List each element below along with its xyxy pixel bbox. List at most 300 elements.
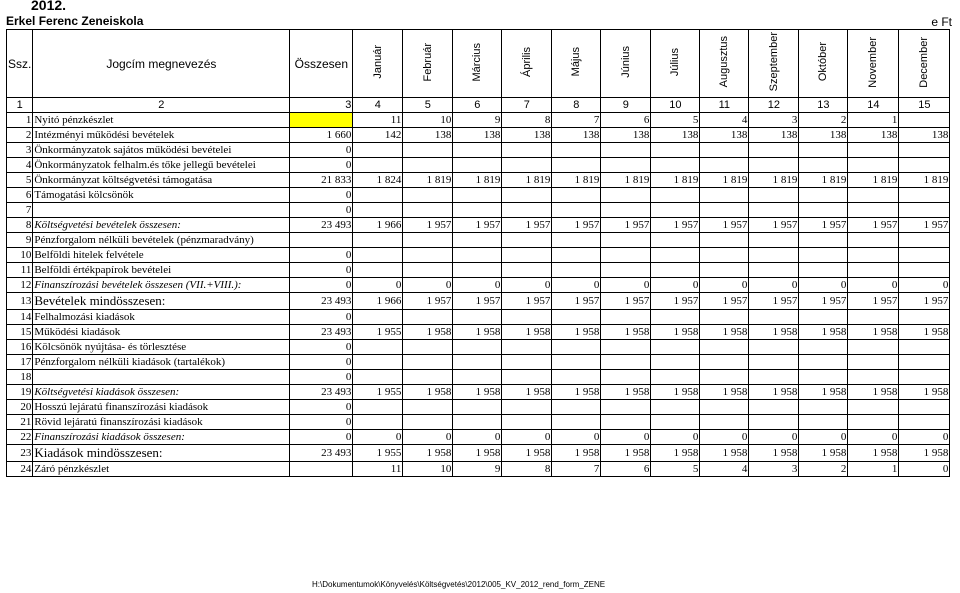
- row-total: 0: [290, 400, 353, 415]
- month-value: 8: [502, 462, 552, 477]
- row-number: 2: [7, 128, 33, 143]
- table-row: [7, 203, 950, 218]
- month-value: 1 958: [502, 325, 552, 340]
- month-value: 1 958: [502, 385, 552, 400]
- month-value: [403, 233, 453, 248]
- month-value: 1 958: [749, 445, 799, 462]
- row-number: 18: [7, 370, 33, 385]
- header-month: Április: [502, 30, 552, 98]
- month-value: 0: [403, 278, 453, 293]
- month-value: [403, 415, 453, 430]
- month-value: 1 955: [353, 385, 403, 400]
- month-value: 1 958: [651, 445, 700, 462]
- month-value: [403, 400, 453, 415]
- table-row: [7, 188, 950, 203]
- month-value: 138: [848, 128, 899, 143]
- table-row: [7, 445, 950, 462]
- month-value: [899, 188, 950, 203]
- row-number: 10: [7, 248, 33, 263]
- month-value: 1 957: [601, 293, 651, 310]
- col-number: 8: [552, 98, 601, 113]
- month-value: [749, 400, 799, 415]
- row-label: Költségvetési bevételek összesen:: [33, 218, 290, 233]
- row-total: 0: [290, 430, 353, 445]
- month-value: [403, 370, 453, 385]
- month-value: [353, 143, 403, 158]
- table-row: [7, 233, 950, 248]
- month-value: [502, 143, 552, 158]
- month-value: [749, 248, 799, 263]
- row-label: Kiadások mindösszesen:: [33, 445, 290, 462]
- month-value: [502, 340, 552, 355]
- month-value: 2: [799, 113, 848, 128]
- row-total: 23 493: [290, 445, 353, 462]
- table-row: [7, 462, 950, 477]
- month-value: [353, 310, 403, 325]
- month-value: 0: [848, 278, 899, 293]
- budget-table: [6, 29, 950, 477]
- column-number-row: [7, 98, 950, 113]
- row-number: 7: [7, 203, 33, 218]
- month-value: [651, 233, 700, 248]
- month-value: 1 958: [749, 325, 799, 340]
- month-value: 7: [552, 462, 601, 477]
- month-value: 138: [899, 128, 950, 143]
- table-row: [7, 113, 950, 128]
- file-path-footer: H:\Dokumentumok\Könyvelés\Költségvetés\2012\005_KV_2012_rend_form_ZENE: [312, 580, 606, 589]
- month-value: [552, 143, 601, 158]
- month-value: 1 957: [453, 218, 502, 233]
- col-number: 10: [651, 98, 700, 113]
- col-number: 12: [749, 98, 799, 113]
- row-number: 19: [7, 385, 33, 400]
- row-total: 21 833: [290, 173, 353, 188]
- month-value: 9: [453, 113, 502, 128]
- header-month: Július: [651, 30, 700, 98]
- month-value: 138: [552, 128, 601, 143]
- month-value: [453, 400, 502, 415]
- month-value: [899, 248, 950, 263]
- header-month: November: [848, 30, 899, 98]
- month-value: 1 957: [848, 218, 899, 233]
- month-value: [552, 370, 601, 385]
- month-value: 4: [700, 462, 749, 477]
- month-value: 0: [799, 430, 848, 445]
- month-value: 1 819: [700, 173, 749, 188]
- month-value: 1: [848, 113, 899, 128]
- month-value: 1 958: [799, 445, 848, 462]
- row-total: 0: [290, 415, 353, 430]
- month-value: 0: [601, 430, 651, 445]
- col-number: 11: [700, 98, 749, 113]
- month-value: [403, 340, 453, 355]
- month-value: 1 957: [601, 218, 651, 233]
- month-value: 0: [403, 430, 453, 445]
- month-value: 0: [899, 462, 950, 477]
- row-total: 23 493: [290, 218, 353, 233]
- month-value: [749, 143, 799, 158]
- row-label: Belföldi hitelek felvétele: [33, 248, 290, 263]
- month-value: 1 958: [502, 445, 552, 462]
- month-value: 1 958: [552, 445, 601, 462]
- month-value: 1 958: [453, 325, 502, 340]
- month-value: [353, 188, 403, 203]
- month-value: 0: [651, 278, 700, 293]
- month-value: 10: [403, 113, 453, 128]
- month-value: 1 955: [353, 445, 403, 462]
- month-value: [453, 233, 502, 248]
- month-value: [601, 340, 651, 355]
- month-value: 1 958: [899, 445, 950, 462]
- month-value: [899, 233, 950, 248]
- header-month: Június: [601, 30, 651, 98]
- month-value: [453, 310, 502, 325]
- row-label: [33, 370, 290, 385]
- month-value: [651, 415, 700, 430]
- month-value: 1 958: [848, 385, 899, 400]
- month-value: [848, 188, 899, 203]
- month-value: 1 958: [403, 385, 453, 400]
- month-value: [700, 158, 749, 173]
- month-value: [899, 143, 950, 158]
- month-value: 1 819: [453, 173, 502, 188]
- month-value: [552, 188, 601, 203]
- row-number: 6: [7, 188, 33, 203]
- month-value: [502, 248, 552, 263]
- month-value: [552, 158, 601, 173]
- month-value: [502, 370, 552, 385]
- row-total: 0: [290, 310, 353, 325]
- month-value: [700, 203, 749, 218]
- month-value: 1 957: [651, 293, 700, 310]
- month-value: [848, 263, 899, 278]
- row-label: Intézményi működési bevételek: [33, 128, 290, 143]
- month-value: 1 958: [453, 445, 502, 462]
- month-value: [848, 248, 899, 263]
- table-row: [7, 143, 950, 158]
- month-value: 1 819: [552, 173, 601, 188]
- month-value: [749, 310, 799, 325]
- month-value: 0: [700, 430, 749, 445]
- col-number: 1: [7, 98, 33, 113]
- month-value: [799, 233, 848, 248]
- header-name: Jogcím megnevezés: [33, 30, 290, 98]
- month-value: 1 957: [848, 293, 899, 310]
- month-value: [403, 248, 453, 263]
- month-value: [700, 400, 749, 415]
- year-title: 2012.: [31, 0, 67, 13]
- month-value: [353, 158, 403, 173]
- month-value: [552, 263, 601, 278]
- month-value: [552, 233, 601, 248]
- month-value: [700, 188, 749, 203]
- month-value: [899, 415, 950, 430]
- month-value: [453, 340, 502, 355]
- row-number: 20: [7, 400, 33, 415]
- month-value: 3: [749, 113, 799, 128]
- month-value: [651, 248, 700, 263]
- month-value: 11: [353, 462, 403, 477]
- table-row: [7, 385, 950, 400]
- table-row: [7, 248, 950, 263]
- month-value: [403, 188, 453, 203]
- row-total: [290, 233, 353, 248]
- month-value: [502, 158, 552, 173]
- row-label: Önkormányzatok sajátos működési bevételei: [33, 143, 290, 158]
- month-value: [799, 310, 848, 325]
- month-value: [453, 188, 502, 203]
- month-value: [403, 203, 453, 218]
- row-number: 5: [7, 173, 33, 188]
- row-label: Bevételek mindösszesen:: [33, 293, 290, 310]
- header-month: Augusztus: [700, 30, 749, 98]
- col-number: 3: [290, 98, 353, 113]
- month-value: [749, 415, 799, 430]
- row-total: 1 660: [290, 128, 353, 143]
- month-value: [453, 143, 502, 158]
- month-value: 1: [848, 462, 899, 477]
- month-value: 1 958: [552, 385, 601, 400]
- month-value: [700, 370, 749, 385]
- month-value: 8: [502, 113, 552, 128]
- month-value: [601, 248, 651, 263]
- month-value: [651, 203, 700, 218]
- month-value: 0: [749, 278, 799, 293]
- month-value: [601, 158, 651, 173]
- month-value: 1 957: [502, 293, 552, 310]
- row-total: [290, 113, 353, 128]
- month-value: 1 958: [651, 325, 700, 340]
- month-value: [502, 400, 552, 415]
- col-number: 13: [799, 98, 848, 113]
- month-value: [601, 263, 651, 278]
- month-value: 1 819: [502, 173, 552, 188]
- month-value: 0: [552, 278, 601, 293]
- month-value: 5: [651, 113, 700, 128]
- row-label: Működési kiadások: [33, 325, 290, 340]
- month-value: [899, 400, 950, 415]
- month-value: 1 958: [651, 385, 700, 400]
- month-value: [601, 400, 651, 415]
- month-value: 1 955: [353, 325, 403, 340]
- month-value: [899, 263, 950, 278]
- month-value: [700, 233, 749, 248]
- month-value: [749, 340, 799, 355]
- month-value: [601, 188, 651, 203]
- month-value: [601, 233, 651, 248]
- month-value: [749, 233, 799, 248]
- month-value: [651, 355, 700, 370]
- col-number: 14: [848, 98, 899, 113]
- row-label: Hosszú lejáratú finanszírozási kiadások: [33, 400, 290, 415]
- month-value: [848, 415, 899, 430]
- table-row: [7, 340, 950, 355]
- month-value: 1 957: [502, 218, 552, 233]
- month-value: 1 958: [799, 385, 848, 400]
- month-value: [848, 310, 899, 325]
- row-number: 21: [7, 415, 33, 430]
- month-value: [403, 310, 453, 325]
- month-value: [601, 370, 651, 385]
- col-number: 7: [502, 98, 552, 113]
- table-row: [7, 293, 950, 310]
- month-value: 138: [749, 128, 799, 143]
- row-total: 0: [290, 278, 353, 293]
- table-row: [7, 400, 950, 415]
- currency-unit: e Ft: [931, 15, 952, 29]
- month-value: [799, 158, 848, 173]
- month-value: 1 824: [353, 173, 403, 188]
- table-row: [7, 415, 950, 430]
- row-total: [290, 462, 353, 477]
- month-value: [899, 310, 950, 325]
- month-value: [749, 355, 799, 370]
- month-value: [799, 248, 848, 263]
- month-value: [552, 203, 601, 218]
- row-number: 23: [7, 445, 33, 462]
- month-value: [552, 415, 601, 430]
- month-value: 1 966: [353, 293, 403, 310]
- row-label: [33, 203, 290, 218]
- month-value: [403, 143, 453, 158]
- month-value: 138: [453, 128, 502, 143]
- month-value: [700, 263, 749, 278]
- month-value: [651, 340, 700, 355]
- row-total: 0: [290, 263, 353, 278]
- month-value: 6: [601, 462, 651, 477]
- header-month: Január: [353, 30, 403, 98]
- col-number: 9: [601, 98, 651, 113]
- row-label: Záró pénzkészlet: [33, 462, 290, 477]
- month-value: 1 957: [700, 293, 749, 310]
- month-value: [403, 158, 453, 173]
- month-value: [552, 340, 601, 355]
- row-total: 0: [290, 143, 353, 158]
- table-body: [7, 113, 950, 477]
- month-value: [899, 340, 950, 355]
- month-value: 0: [502, 430, 552, 445]
- row-number: 1: [7, 113, 33, 128]
- row-label: Támogatási kölcsönök: [33, 188, 290, 203]
- header-total: Összesen: [290, 30, 353, 98]
- month-value: [848, 340, 899, 355]
- month-value: [848, 158, 899, 173]
- month-value: 1 958: [403, 325, 453, 340]
- month-value: [848, 203, 899, 218]
- month-value: [453, 355, 502, 370]
- month-value: [353, 415, 403, 430]
- row-label: Költségvetési kiadások összesen:: [33, 385, 290, 400]
- month-value: [353, 203, 403, 218]
- col-number: 5: [403, 98, 453, 113]
- row-label: Pénzforgalom nélküli bevételek (pénzmaradvány): [33, 233, 290, 248]
- month-value: 1 957: [700, 218, 749, 233]
- month-value: [453, 203, 502, 218]
- month-value: [899, 370, 950, 385]
- month-value: [848, 400, 899, 415]
- month-value: 1 958: [601, 385, 651, 400]
- month-value: 1 958: [403, 445, 453, 462]
- row-total: 23 493: [290, 385, 353, 400]
- school-name: Erkel Ferenc Zeneiskola: [6, 14, 144, 28]
- month-value: 11: [353, 113, 403, 128]
- month-value: 1 957: [403, 218, 453, 233]
- month-value: 1 819: [403, 173, 453, 188]
- month-value: 1 957: [899, 293, 950, 310]
- month-value: 138: [700, 128, 749, 143]
- month-value: 138: [502, 128, 552, 143]
- month-value: 138: [403, 128, 453, 143]
- month-value: [651, 158, 700, 173]
- month-value: [749, 263, 799, 278]
- month-value: [651, 370, 700, 385]
- month-value: 1 958: [552, 325, 601, 340]
- row-label: Nyitó pénzkészlet: [33, 113, 290, 128]
- month-value: 1 957: [552, 218, 601, 233]
- row-number: 9: [7, 233, 33, 248]
- month-value: [799, 340, 848, 355]
- month-value: 138: [651, 128, 700, 143]
- row-total: 0: [290, 340, 353, 355]
- month-value: 1 958: [899, 385, 950, 400]
- month-value: [700, 248, 749, 263]
- month-value: [799, 143, 848, 158]
- month-value: [799, 415, 848, 430]
- row-number: 4: [7, 158, 33, 173]
- header-month: Szeptember: [749, 30, 799, 98]
- row-number: 22: [7, 430, 33, 445]
- table-row: [7, 263, 950, 278]
- month-value: [552, 400, 601, 415]
- month-value: 0: [552, 430, 601, 445]
- row-label: Önkormányzatok felhalm.és tőke jellegű bevételei: [33, 158, 290, 173]
- month-value: 1 819: [899, 173, 950, 188]
- row-total: 0: [290, 248, 353, 263]
- table-row: [7, 370, 950, 385]
- table-row: [7, 218, 950, 233]
- month-value: 1 958: [848, 325, 899, 340]
- table-row: [7, 355, 950, 370]
- month-value: 0: [453, 278, 502, 293]
- month-value: 0: [700, 278, 749, 293]
- row-label: Kölcsönök nyújtása- és törlesztése: [33, 340, 290, 355]
- month-value: [502, 233, 552, 248]
- month-value: 1 958: [848, 445, 899, 462]
- row-label: Önkormányzat költségvetési támogatása: [33, 173, 290, 188]
- month-value: 0: [799, 278, 848, 293]
- month-value: [651, 263, 700, 278]
- month-value: 1 957: [799, 218, 848, 233]
- month-value: [799, 263, 848, 278]
- month-value: 1 958: [700, 385, 749, 400]
- month-value: [651, 143, 700, 158]
- month-value: [700, 355, 749, 370]
- col-number: 2: [33, 98, 290, 113]
- month-value: [651, 188, 700, 203]
- month-value: 1 958: [601, 325, 651, 340]
- month-value: 2: [799, 462, 848, 477]
- row-total: 23 493: [290, 325, 353, 340]
- row-label: Belföldi értékpapírok bevételei: [33, 263, 290, 278]
- month-value: 1 958: [601, 445, 651, 462]
- row-number: 13: [7, 293, 33, 310]
- month-value: [848, 143, 899, 158]
- month-value: [700, 143, 749, 158]
- month-value: [848, 355, 899, 370]
- row-number: 3: [7, 143, 33, 158]
- month-value: [453, 158, 502, 173]
- month-value: [799, 370, 848, 385]
